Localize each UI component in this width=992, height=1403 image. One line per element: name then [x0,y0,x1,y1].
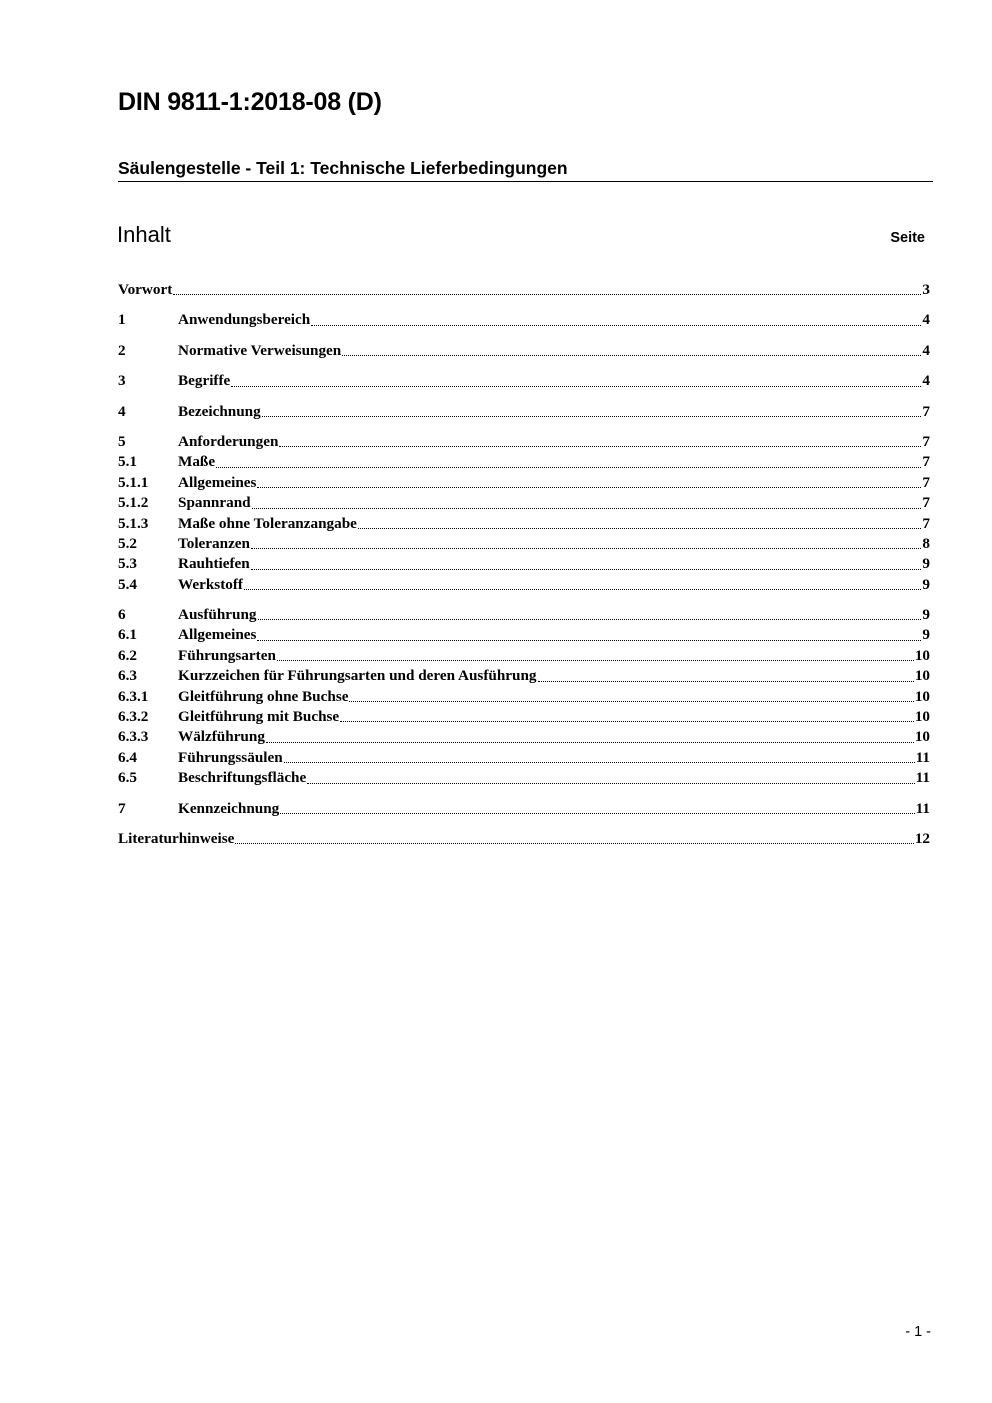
toc-entry[interactable] [118,402,930,422]
toc-leader-dots [279,445,921,447]
toc-entry-title: Normative Verweisungen [178,341,342,359]
page-number: - 1 - [905,1324,931,1340]
toc-entry-title: Begriffe [178,372,231,390]
toc-leader-dots [262,415,922,417]
toc-entry-title: Wälzführung [178,728,265,746]
toc-entry-number: 5.1.2 [118,494,149,512]
toc-entry-number: 1 [118,311,126,329]
toc-entry-number: 6 [118,606,126,624]
toc-entry-page: 7 [922,432,930,450]
toc-entry-page: 7 [922,402,930,420]
toc-leader-dots [173,293,921,295]
toc-entry-title: Bezeichnung [178,402,261,420]
toc-leader-dots [251,568,922,570]
toc-heading: Inhalt [117,222,171,247]
document-title: DIN 9811-1:2018-08 (D) [118,88,382,116]
toc-leader-dots [235,842,913,844]
toc-entry[interactable] [118,432,930,452]
toc-entry[interactable] [118,371,930,391]
toc-entry-page: 4 [922,372,930,390]
toc-entry-page: 10 [914,687,930,705]
toc-entry-number: 5.1 [118,453,137,471]
toc-entry-page: 7 [922,514,930,532]
toc-entry-number: 6.3.1 [118,687,149,705]
toc-entry-title: Kurzzeichen für Führungsarten und deren Ausführung [178,667,537,685]
toc-entry[interactable] [118,534,930,554]
toc-entry[interactable] [118,727,930,747]
toc-leader-dots [252,507,922,509]
toc-entry-number: 6.3 [118,667,137,685]
toc-entry-number: 6.3.2 [118,708,149,726]
toc-entry[interactable] [118,280,930,300]
toc-entry-number: 2 [118,341,126,359]
toc-entry[interactable] [118,666,930,686]
toc-entry[interactable] [118,768,930,788]
toc-entry[interactable] [118,514,930,534]
toc-entry[interactable] [118,687,930,707]
toc-leader-dots [251,547,921,549]
toc-entry-title: Vorwort [118,281,173,298]
toc-leader-dots [280,812,914,814]
toc-entry-title: Kennzeichnung [178,799,280,817]
document-subtitle: Säulengestelle - Teil 1: Technische Lieferbedingungen [118,158,933,182]
toc-entry[interactable] [118,341,930,361]
toc-entry-number: 6.1 [118,626,137,644]
toc-entry-title: Maße ohne Toleranzangabe [178,514,357,532]
toc-entry[interactable] [118,605,930,625]
toc-entry-title: Ausführung [178,606,257,624]
toc-page-label: Seite [890,230,925,246]
toc-entry[interactable] [118,646,930,666]
toc-entry[interactable] [118,575,930,595]
toc-entry-title: Gleitführung mit Buchse [178,708,340,726]
toc-entry-page: 11 [915,799,930,817]
toc-entry-title: Rauhtiefen [178,555,250,573]
table-of-contents [118,280,930,849]
toc-entry-title: Allgemeines [178,626,257,644]
toc-entry-title: Literaturhinweise [118,829,235,847]
toc-entry-page: 10 [914,728,930,746]
toc-leader-dots [311,324,921,326]
toc-entry-page: 8 [922,534,930,552]
toc-entry-number: 7 [118,799,126,817]
toc-leader-dots [538,680,914,682]
toc-entry[interactable] [118,829,930,849]
toc-entry-page: 11 [915,769,930,787]
toc-entry[interactable] [118,310,930,330]
toc-entry-number: 5.4 [118,575,137,593]
toc-entry-page: 3 [922,281,930,298]
toc-entry-title: Spannrand [178,494,251,512]
toc-entry-title: Allgemeines [178,473,257,491]
toc-entry[interactable] [118,707,930,727]
toc-entry-number: 3 [118,372,126,390]
toc-entry-title: Toleranzen [178,534,250,552]
toc-entry-number: 6.5 [118,769,137,787]
toc-entry-page: 9 [922,555,930,573]
toc-entry[interactable] [118,799,930,819]
toc-entry-number: 5 [118,432,126,450]
toc-entry[interactable] [118,625,930,645]
toc-entry-title: Anforderungen [178,432,279,450]
toc-entry[interactable] [118,473,930,493]
toc-entry-number: 6.3.3 [118,728,149,746]
toc-entry-page: 7 [922,473,930,491]
toc-leader-dots [258,618,922,620]
toc-leader-dots [216,466,921,468]
toc-leader-dots [277,659,914,661]
toc-leader-dots [340,720,914,722]
toc-entry-page: 7 [922,453,930,471]
toc-entry-number: 5.1.1 [118,473,149,491]
toc-entry[interactable] [118,748,930,768]
toc-entry[interactable] [118,493,930,513]
toc-entry-page: 9 [922,575,930,593]
toc-leader-dots [307,782,914,784]
toc-entry-page: 10 [914,667,930,685]
toc-entry-number: 5.2 [118,534,137,552]
toc-entry-page: 9 [922,606,930,624]
toc-entry-number: 6.2 [118,646,137,664]
toc-entry-page: 7 [922,494,930,512]
toc-leader-dots [358,527,922,529]
toc-leader-dots [284,761,915,763]
toc-entry-title: Anwendungsbereich [178,311,311,329]
toc-entry-title: Maße [178,453,216,471]
toc-leader-dots [342,354,921,356]
toc-entry-page: 9 [922,626,930,644]
toc-leader-dots [257,639,921,641]
toc-leader-dots [244,588,921,590]
toc-entry-title: Gleitführung ohne Buchse [178,687,349,705]
toc-entry-page: 10 [914,646,930,664]
toc-entry-number: 4 [118,402,126,420]
toc-entry-page: 11 [915,748,930,766]
toc-entry[interactable] [118,554,930,574]
toc-entry-number: 6.4 [118,748,137,766]
toc-entry-page: 12 [914,829,930,847]
toc-entry-page: 10 [914,708,930,726]
toc-entry-title: Führungssäulen [178,748,283,766]
toc-entry-page: 4 [922,311,930,329]
toc-entry-title: Werkstoff [178,575,243,593]
toc-entry-number: 5.3 [118,555,137,573]
toc-entry-title: Beschriftungsfläche [178,769,307,787]
toc-entry[interactable] [118,452,930,472]
toc-leader-dots [257,486,921,488]
toc-leader-dots [349,700,913,702]
toc-leader-dots [266,741,914,743]
toc-entry-number: 5.1.3 [118,514,149,532]
toc-entry-page: 4 [922,341,930,359]
toc-leader-dots [231,385,921,387]
toc-entry-title: Führungsarten [178,646,276,664]
